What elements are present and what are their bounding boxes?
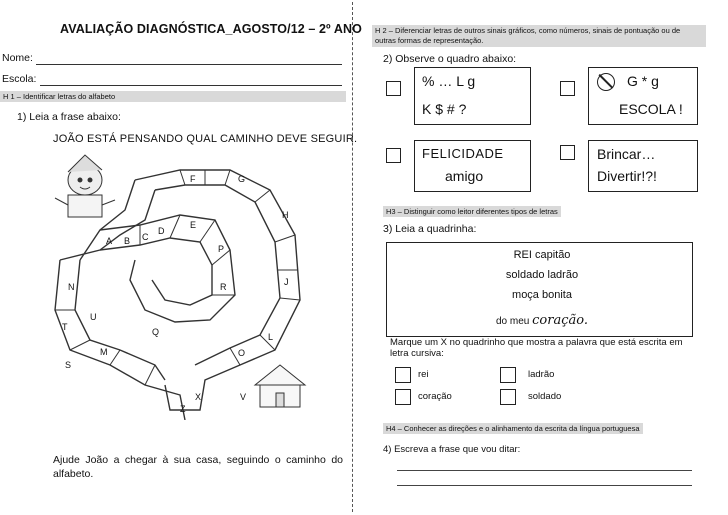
checkbox-box3[interactable] <box>386 148 401 163</box>
h4-bar: H4 – Conhecer as direções e o alinhamento da escrita da língua portuguesa <box>383 423 643 434</box>
option-soldado: soldado <box>528 391 562 402</box>
checkbox-box1[interactable] <box>386 81 401 96</box>
svg-text:V: V <box>240 392 247 402</box>
svg-text:N: N <box>68 282 75 292</box>
svg-text:X: X <box>195 392 202 402</box>
option-rei: rei <box>418 369 429 380</box>
checkbox-box4[interactable] <box>560 145 575 160</box>
svg-text:L: L <box>268 332 274 342</box>
svg-text:S: S <box>65 360 72 370</box>
box2-line1: G * g <box>627 73 659 89</box>
poem-box <box>386 242 693 337</box>
house-illustration <box>255 365 305 407</box>
boy-illustration <box>55 155 115 217</box>
x-instruction: Marque um X no quadrinho que mostra a palavra que está escrita em letra cursiva: <box>390 337 683 359</box>
poem-cursive-word: coração. <box>532 313 588 328</box>
svg-text:D: D <box>158 226 165 236</box>
answer-line-2[interactable] <box>397 485 692 486</box>
escola-field[interactable] <box>40 85 342 86</box>
column-divider <box>352 2 353 512</box>
checkbox-ladrao[interactable] <box>500 367 516 383</box>
svg-text:C: C <box>142 232 149 242</box>
checkbox-rei[interactable] <box>395 367 411 383</box>
svg-text:J: J <box>284 277 289 287</box>
checkbox-coracao[interactable] <box>395 389 411 405</box>
svg-text:U: U <box>90 312 97 322</box>
h2-bar: H 2 – Diferenciar letras de outros sinais gráficos, como números, sinais de pontuação ou de outras formas de representação. <box>372 25 706 47</box>
symbols-box-1 <box>414 67 531 125</box>
svg-text:P: P <box>218 244 225 254</box>
box1-line1: % … L g <box>422 73 476 89</box>
checkbox-soldado[interactable] <box>500 389 516 405</box>
sentence-text: JOÃO ESTÁ PENSANDO QUAL CAMINHO DEVE SEGUIR. <box>53 133 358 145</box>
svg-text:Q: Q <box>152 327 160 337</box>
maze-instruction: Ajude João a chegar à sua casa, seguindo o caminho do alfabeto. <box>53 454 343 480</box>
h1-bar: H 1 – Identificar letras do alfabeto <box>0 91 346 102</box>
question-3: 3) Leia a quadrinha: <box>383 223 477 235</box>
box3-line1: FELICIDADE <box>422 146 504 161</box>
words-box-3 <box>414 140 531 192</box>
svg-text:F: F <box>190 174 196 184</box>
checkbox-box2[interactable] <box>560 81 575 96</box>
svg-text:M: M <box>100 347 108 357</box>
svg-text:H: H <box>282 210 289 220</box>
nome-label: Nome: <box>2 52 33 64</box>
h3-bar: H3 – Distinguir como leitor diferentes tipos de letras <box>383 206 561 217</box>
page-title: AVALIAÇÃO DIAGNÓSTICA_AGOSTO/12 – 2º ANO <box>60 22 362 36</box>
poem-line-4-prefix: do meu <box>496 316 533 327</box>
svg-text:B: B <box>124 236 131 246</box>
symbols-box-2 <box>588 67 698 125</box>
svg-text:T: T <box>62 322 68 332</box>
svg-text:Z: Z <box>180 404 186 414</box>
box1-line2: K $ # ? <box>422 101 467 117</box>
option-coracao: coração <box>418 391 452 402</box>
svg-text:G: G <box>238 174 246 184</box>
svg-text:E: E <box>190 220 197 230</box>
svg-text:R: R <box>220 282 227 292</box>
poem-line-2: soldado ladrão <box>505 269 579 281</box>
svg-text:A: A <box>106 236 113 246</box>
box2-line2: ESCOLA ! <box>619 101 683 117</box>
box4-line2: Divertir!?! <box>597 168 657 184</box>
maze-illustration <box>40 150 330 420</box>
no-sign-icon <box>597 73 615 91</box>
answer-line-1[interactable] <box>397 470 692 471</box>
svg-text:O: O <box>238 348 246 358</box>
poem-line-4 <box>397 313 687 328</box>
poem-line-1: REI capitão <box>513 249 571 261</box>
box3-line2: amigo <box>445 168 484 184</box>
poem-line-3: moça bonita <box>512 289 572 301</box>
question-1: 1) Leia a frase abaixo: <box>17 111 121 123</box>
box4-line1: Brincar… <box>597 146 656 162</box>
nome-field[interactable] <box>36 64 342 65</box>
question-2: 2) Observe o quadro abaixo: <box>383 53 517 65</box>
escola-label: Escola: <box>2 73 37 85</box>
option-ladrao: ladrão <box>528 369 555 380</box>
words-box-4 <box>588 140 698 192</box>
question-4: 4) Escreva a frase que vou ditar: <box>383 444 521 455</box>
